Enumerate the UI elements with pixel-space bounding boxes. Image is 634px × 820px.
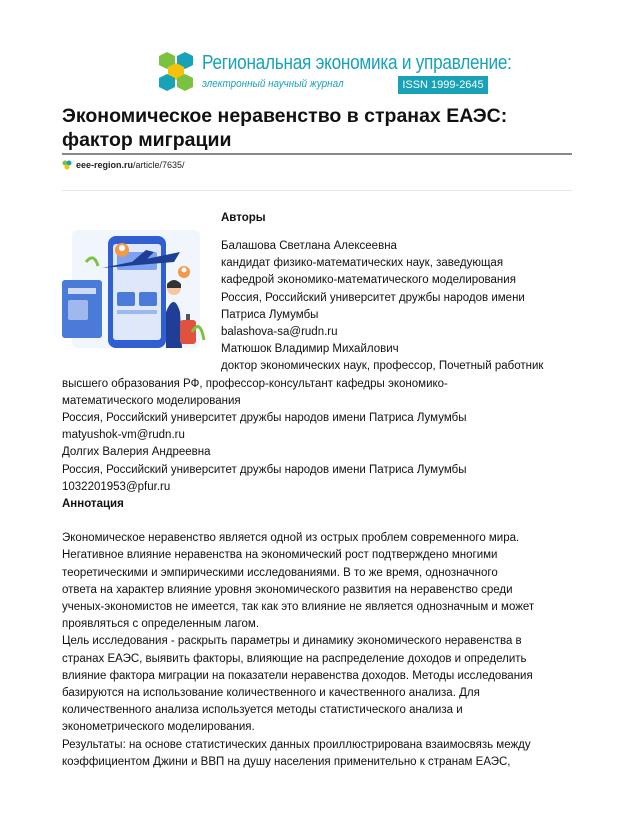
annotation-line: Результаты: на основе статистических данных проиллюстрирована взаимосвязь между <box>62 738 531 751</box>
title-divider <box>62 153 572 155</box>
annotation-heading: Аннотация <box>62 498 124 511</box>
author-1-name: Балашова Светлана Алексеевна <box>221 240 397 252</box>
journal-subtitle: электронный научный журнал <box>202 78 344 90</box>
annotation-line: влияние фактора миграции на показатели неравенства доходов. Методы исследования <box>62 669 533 682</box>
author-2-name: Матюшок Владимир Михайлович <box>221 343 399 356</box>
author-1-degree: кандидат физико-математических наук, заведующая <box>221 257 504 270</box>
annotation-line: ответа на характер влияние уровня экономического развития на неравенство среди <box>62 583 513 596</box>
section-divider <box>62 190 572 191</box>
author-1-affiliation-cont: Патриса Лумумбы <box>221 308 319 321</box>
author-1-affiliation: Россия, Российский университет дружбы народов имени <box>221 291 525 304</box>
article-title: Экономическое неравенство в странах ЕАЭС: фактор миграции <box>62 105 508 151</box>
author-2-title: высшего образования РФ, профессор-консультант кафедры экономико- <box>62 377 448 390</box>
annotation-line: коэффициентом Джини и ВВП на душу населения применительно к странам ЕАЭС, <box>62 755 511 768</box>
author-2-email[interactable]: matyushok-vm@rudn.ru <box>62 429 185 442</box>
annotation-line: эконометрического моделирования. <box>62 721 255 734</box>
journal-logo-icon <box>155 50 197 94</box>
author-2-affiliation: Россия, Российский университет дружбы народов имени Патриса Лумумбы <box>62 412 467 425</box>
article-url[interactable] <box>62 160 185 170</box>
authors-heading: Авторы <box>221 212 266 224</box>
spacer <box>62 513 582 530</box>
annotation-line: Негативное влияние неравенства на экономический рост подтверждено многими <box>62 549 498 562</box>
author-3-affiliation: Россия, Российский университет дружбы народов имени Патриса Лумумбы <box>62 463 467 476</box>
author-3-email[interactable]: 1032201953@pfur.ru <box>62 480 171 493</box>
annotation-line: проявляться с определенным лагом. <box>62 618 260 631</box>
author-1-email[interactable]: balashova-sa@rudn.ru <box>221 326 338 339</box>
annotation-line: Экономическое неравенство является одной из острых проблем современного мира. <box>62 532 520 545</box>
author-3-name: Долгих Валерия Андреевна <box>62 446 211 459</box>
annotation-line: ученых-экономистов не имеется, так как это влияние не является однозначным и может <box>62 601 535 614</box>
author-2-department: математического моделирования <box>62 394 241 407</box>
annotation-line: базируются на использование количественного и качественного анализа. Для <box>62 687 480 700</box>
journal-title: Региональная экономика и управление: <box>202 52 512 74</box>
url-domain[interactable]: eee-region.ru <box>76 160 134 170</box>
url-path[interactable]: /article/7635/ <box>133 160 185 170</box>
author-1-department: кафедрой экономико-математического моделирования <box>221 274 516 287</box>
author-2-degree: доктор экономических наук, профессор, Почетный работник <box>221 360 544 373</box>
issn-badge: ISSN 1999-2645 <box>398 76 488 94</box>
site-favicon-icon <box>62 160 72 170</box>
journal-header <box>155 50 512 98</box>
annotation-line: количественного анализа используется методы статистического анализа и <box>62 704 463 717</box>
annotation-line: странах ЕАЭС, выявить факторы, влияющие на распределение доходов и определить <box>62 652 527 665</box>
annotation-line: Цель исследования - раскрыть параметры и динамику экономического неравенства в <box>62 635 522 648</box>
article-body <box>62 238 582 771</box>
annotation-line: теоретическими и эмпирическими исследованиями. В то же время, однозначного <box>62 566 498 579</box>
